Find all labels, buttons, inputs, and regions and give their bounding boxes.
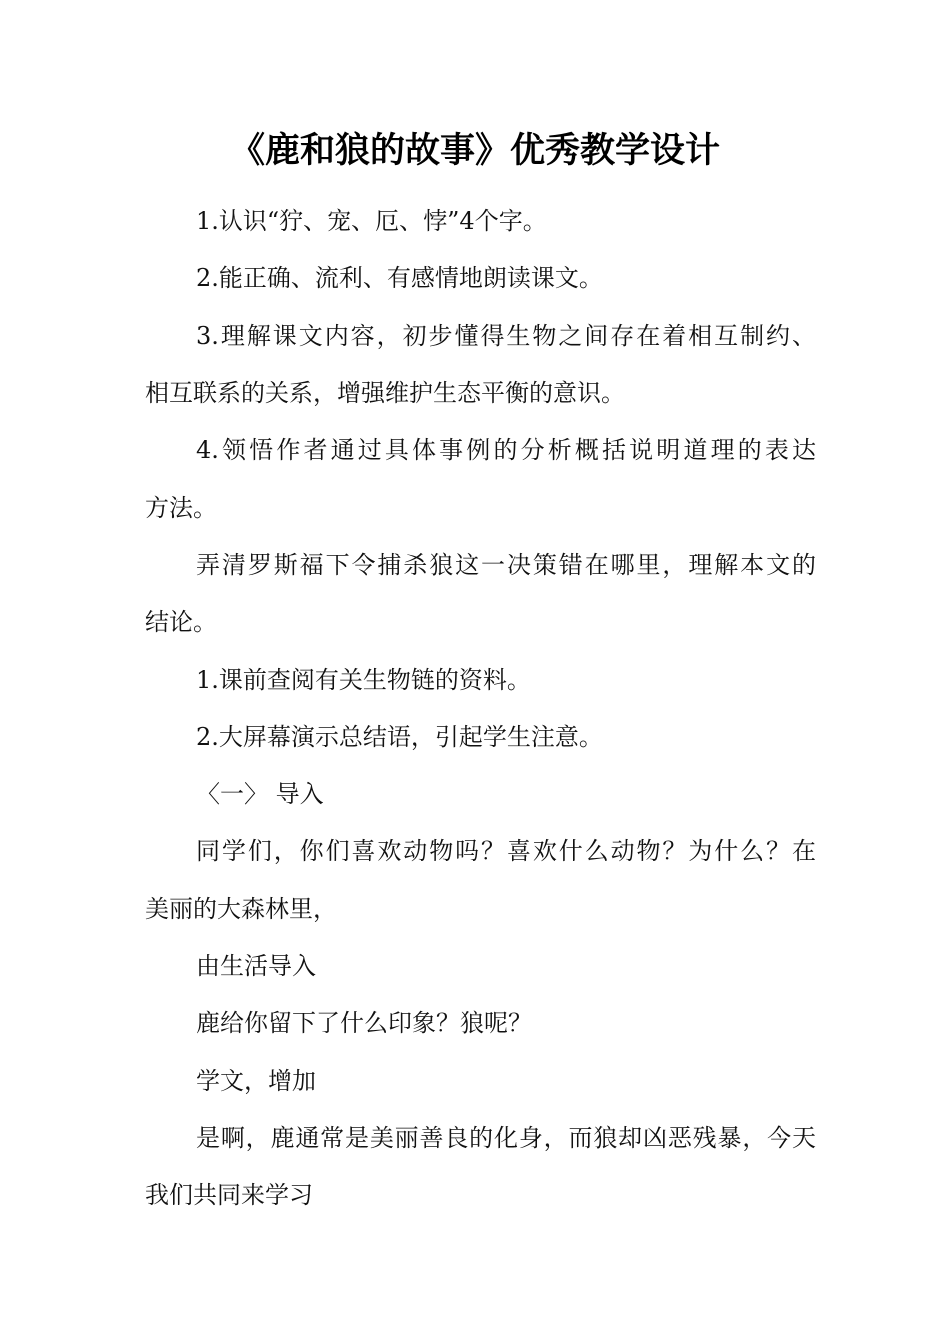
objective-line-4-cont: 方法。 [145,494,217,522]
objective-line-3-cont: 相互联系的关系，增强维护生态平衡的意识。 [145,379,625,407]
closing-paragraph-line-2: 我们共同来学习 [145,1181,313,1209]
objective-line-1: 1.认识“狞、宠、厄、悖”4个字。 [196,207,547,235]
intro-paragraph-line-1: 同学们，你们喜欢动物吗？喜欢什么动物？为什么？在 [196,837,816,865]
objective-line-3: 3.理解课文内容，初步懂得生物之间存在着相互制约、 [196,322,816,350]
document-title: 《鹿和狼的故事》优秀教学设计 [229,131,720,171]
objective-line-4: 4.领悟作者通过具体事例的分析概括说明道理的表达 [196,436,816,464]
study-note-line: 学文，增加 [196,1067,316,1095]
question-line: 鹿给你留下了什么印象？狼呢？ [196,1009,532,1037]
prep-line-2: 2.大屏幕演示总结语，引起学生注意。 [196,723,603,751]
closing-paragraph-line-1: 是啊，鹿通常是美丽善良的化身，而狼却凶恶残暴，今天 [196,1124,816,1152]
key-point-line-cont: 结论。 [145,608,217,636]
section-heading-intro: 〈一〉 导入 [196,780,324,808]
key-point-line: 弄清罗斯福下令捕杀狼这一决策错在哪里，理解本文的 [196,551,816,579]
intro-note-line: 由生活导入 [196,952,316,980]
intro-paragraph-line-2: 美丽的大森林里， [145,895,337,923]
prep-line-1: 1.课前查阅有关生物链的资料。 [196,666,531,694]
objective-line-2: 2.能正确、流利、有感情地朗读课文。 [196,264,603,292]
